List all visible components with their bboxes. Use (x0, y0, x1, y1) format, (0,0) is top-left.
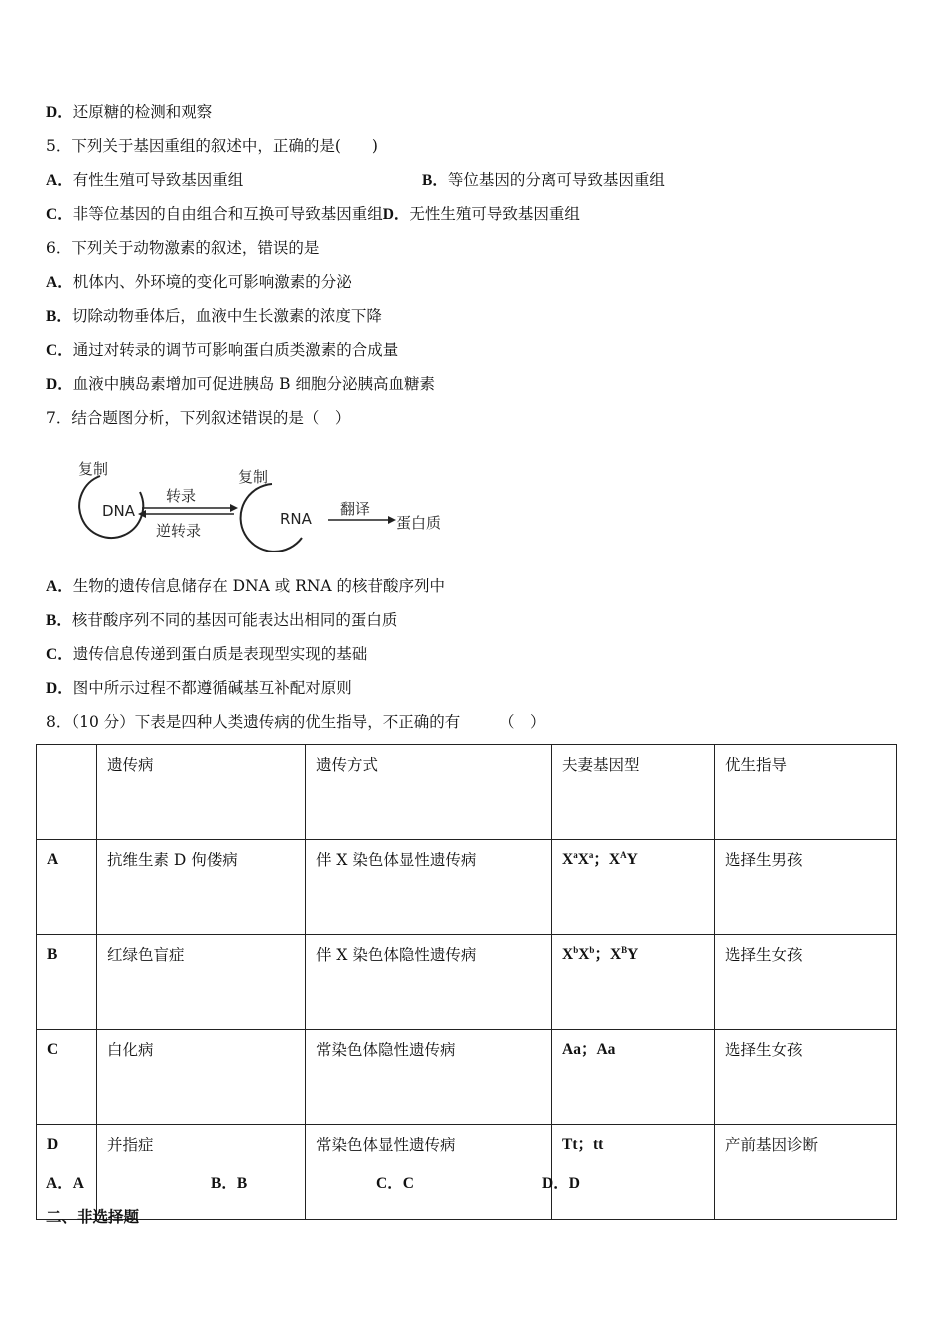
option-letter: D． (46, 376, 73, 393)
disease-cell: 白化病 (97, 1030, 306, 1125)
rna-label: RNA (280, 510, 312, 528)
option-text: 图中所示过程不都遵循碱基互补配对原则 (72, 679, 352, 697)
q5-options-cd (46, 204, 580, 225)
q6-option-d (46, 374, 435, 395)
q8-answer-a: A．A (46, 1175, 84, 1192)
guidance-cell: 产前基因诊断 (715, 1125, 897, 1220)
option-letter: C． (46, 342, 73, 359)
mode-cell: 常染色体显性遗传病 (306, 1125, 552, 1220)
mode-cell: 伴 X 染色体显性遗传病 (306, 840, 552, 935)
option-letter: C． (46, 206, 73, 223)
q7-option-a (46, 576, 445, 597)
replication-label-1: 复制 (78, 460, 109, 478)
table-row (37, 840, 897, 935)
q7-stem: 7．结合题图分析，下列叙述错误的是（ ） (46, 409, 351, 427)
guidance-cell: 选择生女孩 (715, 1030, 897, 1125)
option-text: 血液中胰岛素增加可促进胰岛 B 细胞分泌胰高血糖素 (72, 375, 435, 393)
table-header-cell (37, 745, 97, 840)
table-row (37, 1030, 897, 1125)
disease-cell: 红绿色盲症 (97, 935, 306, 1030)
option-text: 通过对转录的调节可影响蛋白质类激素的合成量 (72, 341, 399, 359)
genotype-cell: $X^bX^b$；$X^BY$ (552, 935, 715, 1030)
row-label: A (37, 840, 97, 935)
translation-label: 翻译 (340, 500, 371, 518)
genotype-cell: Tt；tt (552, 1125, 715, 1220)
guidance-cell: 选择生男孩 (715, 840, 897, 935)
q6-option-c (46, 340, 398, 361)
genotype-cell: Aa；Aa (552, 1030, 715, 1125)
q7-option-b (46, 610, 397, 631)
option-text: 还原糖的检测和观察 (72, 103, 213, 121)
option-letter: A． (46, 274, 73, 291)
option-text: 等位基因的分离可导致基因重组 (447, 171, 665, 189)
q8-answer-c: C．C (376, 1175, 414, 1192)
mode-cell: 常染色体隐性遗传病 (306, 1030, 552, 1125)
transcription-label: 转录 (166, 487, 197, 505)
protein-label: 蛋白质 (396, 514, 442, 532)
replication-label-2: 复制 (238, 468, 269, 486)
table-row (37, 1125, 897, 1220)
option-letter: D． (46, 104, 73, 121)
option-letter: A． (46, 578, 73, 595)
table-header-cell: 遗传病 (97, 745, 306, 840)
row-label: D (37, 1125, 97, 1220)
table-header-cell: 优生指导 (715, 745, 897, 840)
q8-answer-d: D．D (542, 1175, 580, 1192)
central-dogma-diagram (62, 452, 462, 552)
row-label: C (37, 1030, 97, 1125)
table-header-cell: 夫妻基因型 (552, 745, 715, 840)
q8-answer-b: B．B (211, 1175, 248, 1192)
table-header-row (37, 745, 897, 840)
q7-option-c (46, 644, 367, 665)
q6-stem: 6．下列关于动物激素的叙述，错误的是 (46, 239, 320, 257)
guidance-cell: 选择生女孩 (715, 935, 897, 1030)
q8-stem: 8．（10 分）下表是四种人类遗传病的优生指导，不正确的有 （ ） (46, 713, 546, 731)
option-letter: D． (46, 680, 73, 697)
option-text: 核苷酸序列不同的基因可能表达出相同的蛋白质 (71, 611, 398, 629)
transcription-arrowhead (230, 504, 238, 512)
q5-options-ab (46, 170, 746, 191)
q6-option-a (46, 272, 352, 293)
option-text: 切除动物垂体后，血液中生长激素的浓度下降 (71, 307, 382, 325)
reverse-transcription-label: 逆转录 (156, 522, 202, 540)
option-text: 机体内、外环境的变化可影响激素的分泌 (72, 273, 352, 291)
genotype-cell: $X^aX^a$；$X^AY$ (552, 840, 715, 935)
table-header-cell: 遗传方式 (306, 745, 552, 840)
q6-option-b (46, 306, 382, 327)
option-letter: D． (382, 206, 410, 223)
option-text: 无性生殖可导致基因重组 (409, 205, 580, 223)
q5-stem: 5．下列关于基因重组的叙述中，正确的是( ) (46, 137, 378, 155)
option-letter: C． (46, 646, 73, 663)
option-text: 非等位基因的自由组合和互换可导致基因重组 (72, 205, 383, 223)
option-text: 生物的遗传信息储存在 DNA 或 RNA 的核苷酸序列中 (72, 577, 446, 595)
option-letter: B． (46, 308, 72, 325)
option-text: 有性生殖可导致基因重组 (72, 171, 244, 189)
q7-option-d (46, 678, 352, 699)
option-letter: B． (422, 172, 448, 189)
disease-cell: 抗维生素 D 佝偻病 (97, 840, 306, 935)
genetic-disease-table (36, 744, 897, 1220)
mode-cell: 伴 X 染色体隐性遗传病 (306, 935, 552, 1030)
option-letter: A． (46, 172, 73, 189)
option-letter: B． (46, 612, 72, 629)
translation-arrowhead (388, 516, 396, 524)
dna-label: DNA (102, 502, 136, 520)
row-label: B (37, 935, 97, 1030)
disease-cell: 并指症 (97, 1125, 306, 1220)
table-row (37, 935, 897, 1030)
section-heading: 二、非选择题 (46, 1209, 140, 1226)
q4-option-d (46, 102, 212, 123)
option-text: 遗传信息传递到蛋白质是表现型实现的基础 (72, 645, 368, 663)
